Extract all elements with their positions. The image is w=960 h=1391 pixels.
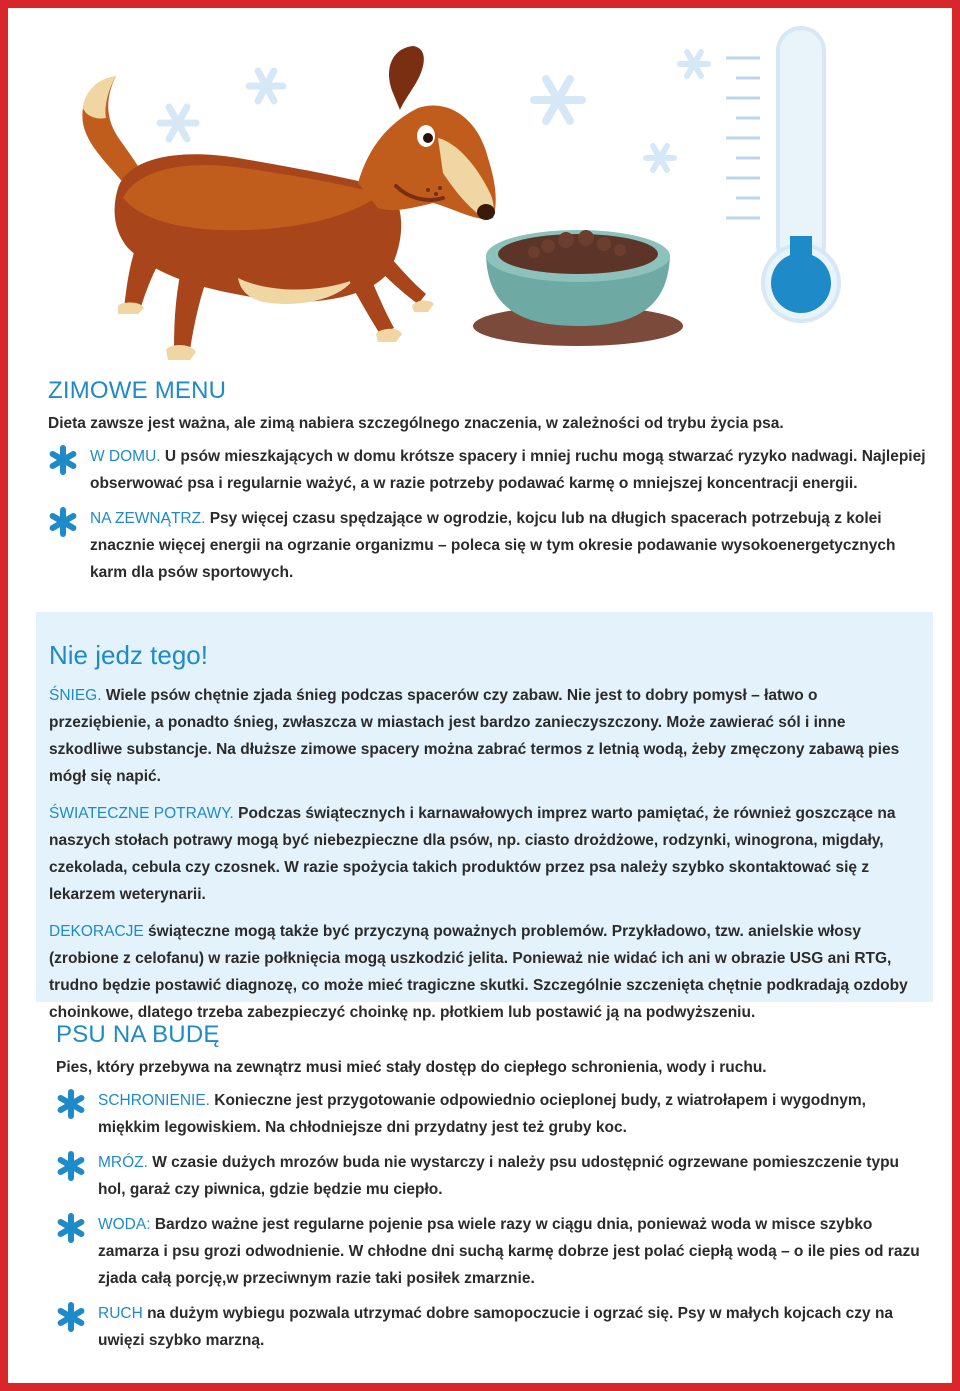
- snowflake-icon: [646, 146, 674, 170]
- snowflake-icon: [534, 79, 582, 121]
- asterisk-bullet-icon: [56, 1302, 86, 1332]
- list-item: [56, 1149, 926, 1203]
- asterisk-bullet-icon: [48, 445, 78, 475]
- item-keyword: NA ZEWNĄTRZ.: [90, 510, 206, 527]
- list-item: [56, 1087, 926, 1141]
- list-item: [56, 1211, 926, 1292]
- winter-menu-intro: Dieta zawsze jest ważna, ale zimą nabiera szczególnego znaczenia, w zależności od trybu życia psa.: [48, 415, 784, 432]
- paragraph: [49, 918, 919, 1026]
- paragraph: [49, 682, 919, 790]
- asterisk-bullet-icon: [56, 1213, 86, 1243]
- item-text: Podczas świątecznych i karnawałowych imprez warto pamiętać, że również goszczące na naszych stołach potrawy mogą być niebezpieczne dla psów, np. ciasto drożdżowe, rodzynki, winogrona, migdały, czekolada, cebula czy czosnek. W razie spożycia takich produktów przez psa należy szybko skontaktować się z lekarzem weterynarii.: [49, 805, 896, 903]
- item-text: W czasie dużych mrozów buda nie wystarczy i należy psu udostępnić ogrzewane pomieszczenie typu hol, garaż czy piwnica, gdzie będzie mu ciepło.: [98, 1154, 900, 1198]
- dog-house-intro: Pies, który przebywa na zewnątrz musi mieć stały dostęp do ciepłego schronienia, wody i ruchu.: [56, 1059, 767, 1076]
- dog-house-title: PSU NA BUDĘ: [56, 1021, 220, 1048]
- item-text: Psy więcej czasu spędzające w ogrodzie, kojcu lub na długich spacerach potrzebują z kolei znacznie więcej energii na ogrzanie organizmu – poleca się w tym okresie podawanie wysokoenergetycznych karm dla psów sportowych.: [90, 510, 896, 581]
- paragraph: [49, 800, 919, 908]
- snowflake-icon: [160, 107, 196, 139]
- dog-illustration: [82, 46, 495, 360]
- asterisk-bullet-icon: [48, 507, 78, 537]
- winter-menu-section: [48, 376, 928, 594]
- dont-eat-title: Nie jedz tego!: [49, 640, 208, 670]
- food-bowl-illustration: [473, 230, 683, 346]
- item-text: Bardzo ważne jest regularne pojenie psa wiele razy w ciągu dnia, ponieważ woda w misce szybko zamarza i psu grozi odwodnienie. W chłodne dni suchą karmę dobrze jest polać ciepłą wodą – o ile pies od razu zjada całą porcję,w przeciwnym razie taki posiłek zmarznie.: [98, 1216, 920, 1287]
- item-keyword: W DOMU.: [90, 448, 161, 465]
- item-keyword: WODA:: [98, 1216, 151, 1233]
- item-text: na dużym wybiegu pozwala utrzymać dobre samopoczucie i ogrzać się. Psy w małych kojcach czy na uwięzi szybko marzną.: [98, 1305, 894, 1349]
- dont-eat-panel: [36, 612, 933, 1021]
- winter-menu-title: ZIMOWE MENU: [48, 377, 227, 404]
- thermometer-illustration: [726, 28, 839, 321]
- item-text: Konieczne jest przygotowanie odpowiednio ocieplonej budy, z wiatrołapem i wygodnym, miękkim legowiskiem. Na chłodniejsze dni przydatny jest też gruby koc.: [98, 1092, 866, 1136]
- list-item: [48, 505, 928, 586]
- snowflake-icon: [249, 71, 283, 101]
- item-keyword: DEKORACJE: [49, 923, 144, 940]
- item-text: U psów mieszkających w domu krótsze spacery i mniej ruchu mogą stwarzać ryzyko nadwagi. Najlepiej obserwować psa i regularnie ważyć, a w razie potrzeby podawać karmę o mniejszej koncentracji energii.: [90, 448, 926, 492]
- header-illustration: [8, 8, 960, 378]
- asterisk-bullet-icon: [56, 1089, 86, 1119]
- item-keyword: MRÓZ.: [98, 1154, 148, 1171]
- snowflake-icon: [680, 52, 708, 76]
- dog-house-section: [56, 1020, 926, 1362]
- item-keyword: ŚWIATECZNE POTRAWY.: [49, 805, 234, 822]
- item-keyword: SCHRONIENIE.: [98, 1092, 210, 1109]
- list-item: [56, 1300, 926, 1354]
- list-item: [48, 443, 928, 497]
- item-keyword: ŚNIEG.: [49, 687, 102, 704]
- item-keyword: RUCH: [98, 1305, 143, 1322]
- item-text: Wiele psów chętnie zjada śnieg podczas spacerów czy zabaw. Nie jest to dobry pomysł – łatwo o przeziębienie, a ponadto śnieg, zwłaszcza w miastach jest bardzo zanieczyszczony. Może zawierać sól i inne szkodliwe substancje. Na dłuższe zimowe spacery można zabrać termos z letnią wodą, żeby zmęczony zabawą pies mógł się napić.: [49, 687, 900, 785]
- asterisk-bullet-icon: [56, 1151, 86, 1181]
- item-text: świąteczne mogą także być przyczyną poważnych problemów. Przykładowo, tzw. anielskie włosy (zrobione z celofanu) w razie połknięcia mogą uszkodzić jelita. Ponieważ nie widać ich ani w obrazie USG ani RTG, trudno będzie postawić diagnozę, co może mieć tragiczne skutki. Szczególnie szczenięta chętnie podkradają ozdoby choinkowe, dlatego trzeba zabezpieczyć choinkę np. płotkiem lub postawić ją na podwyższeniu.: [49, 923, 908, 1021]
